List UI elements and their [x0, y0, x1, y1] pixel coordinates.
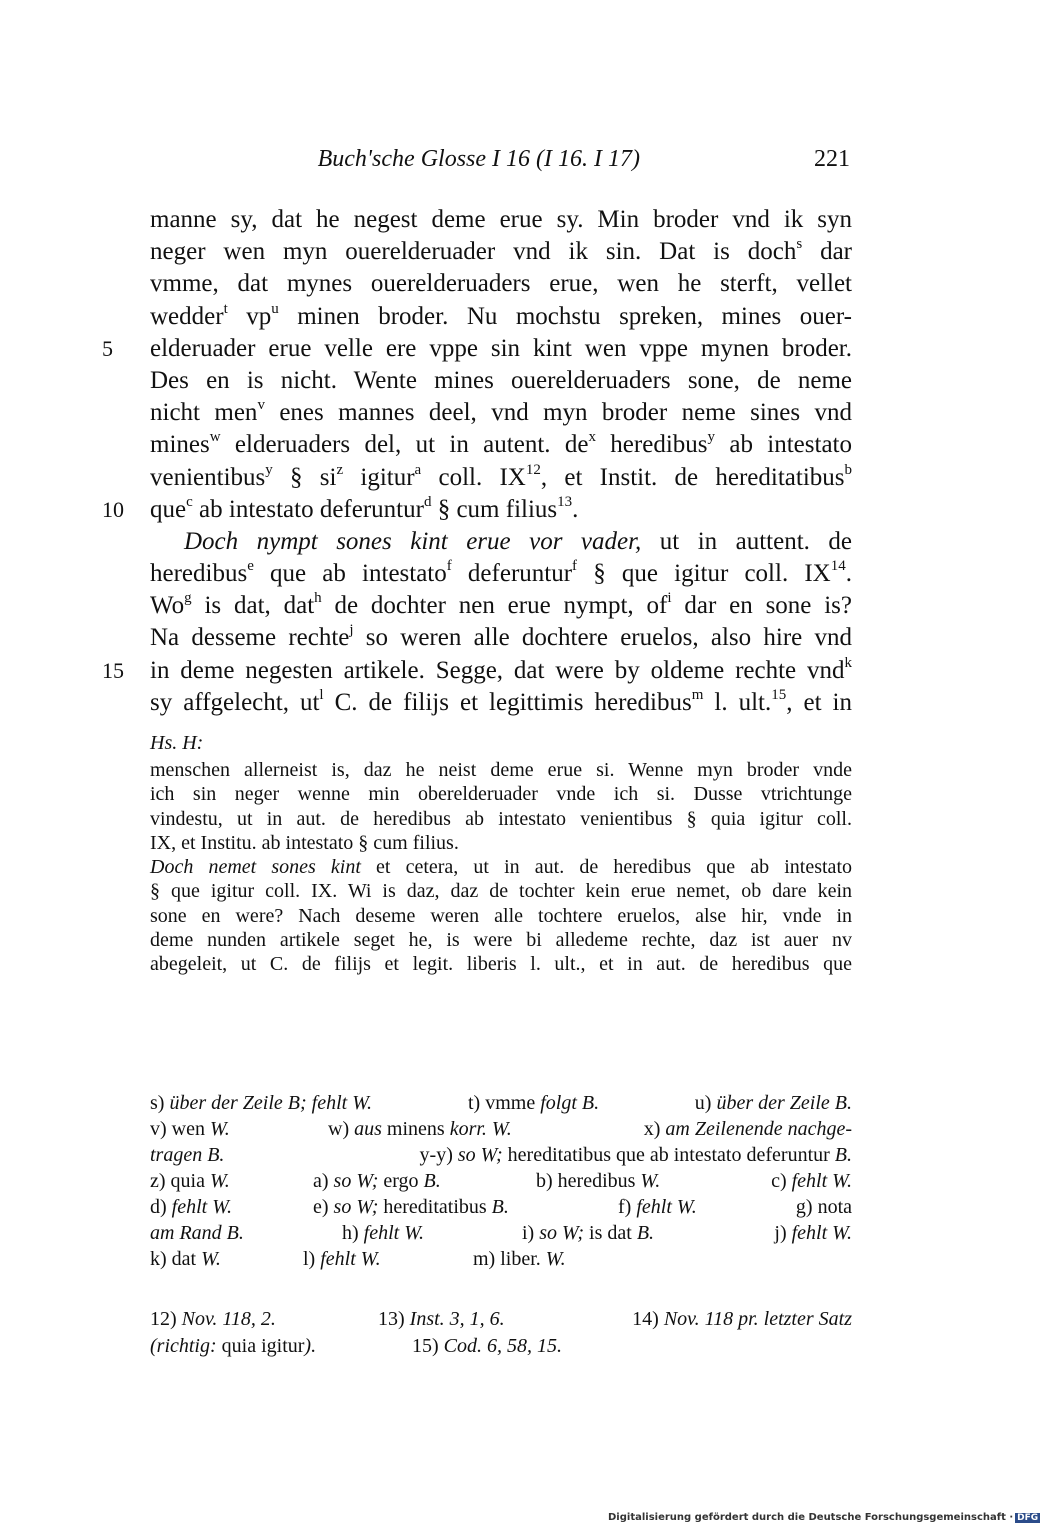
footnote: (richtig: quia igitur). — [150, 1335, 317, 1357]
source-footnotes — [150, 1306, 852, 1360]
text-line: sy affgelecht, $ut^l$ C. de filijs et legittimis heredibus$^m$ l. ult.$^{15}$, et in — [150, 686, 852, 716]
apparatus-note: j) fehlt W. — [774, 1222, 852, 1244]
variant-line: § que igitur coll. IX. Wi is daz, daz de tochter kein erue nemet, ob dare kein — [150, 880, 852, 903]
footnote: 12) Nov. 118, 2. — [150, 1308, 276, 1330]
apparatus-row — [150, 1220, 852, 1246]
apparatus-note: y-y) so W; hereditatibus que ab intestato deferuntur B. — [419, 1144, 852, 1166]
apparatus-row — [150, 1142, 852, 1168]
dfg-logo: DFG — [1017, 1513, 1039, 1523]
text-line: manne sy, dat he negest deme erue sy. Min broder vnd ik syn — [150, 206, 852, 233]
apparatus-note: s) über der Zeile B; fehlt W. — [150, 1092, 373, 1114]
apparatus-note: e) so W; hereditatibus B. — [313, 1196, 509, 1218]
apparatus-note: g) nota — [795, 1196, 852, 1218]
apparatus-note: k) dat W. — [150, 1248, 221, 1270]
text-line: 10 que$^c$ ab intestato deferuntur$^d$ § cum filius$^{13}$. — [150, 494, 852, 526]
apparatus-note: w) aus minens korr. W. — [328, 1118, 512, 1140]
line-number: 5 — [102, 335, 113, 361]
text-line: Des en is nicht. Wente mines ouerelderuaders sone, de neme — [150, 366, 852, 394]
apparatus-note: u) über der Zeile B. — [694, 1092, 852, 1114]
apparatus-note: v) wen W. — [150, 1118, 230, 1140]
variant-line: menschen allerneist is, daz he neist deme erue si. Wenne myn broder vnde — [150, 759, 852, 781]
text-line: Wo$^g$ is dat, dat$^h$ de dochter nen erue nympt, $of^i$ dar en sone is? — [150, 590, 853, 620]
apparatus-note: tragen B. — [150, 1144, 225, 1166]
apparatus-note: l) fehlt W. — [303, 1248, 381, 1270]
running-header — [150, 146, 850, 186]
manuscript-h-variant — [150, 728, 852, 977]
apparatus-note: h) fehlt W. — [342, 1222, 425, 1244]
text-line: neger wen myn ouerelderuader vnd ik sin. Dat is doch$^s$ dar — [150, 235, 852, 266]
text-line: heredibus$^e$ que ab intestato$^f$ deferuntur$^f$ § que igitur coll. IX$^{14}$. — [150, 557, 852, 588]
variant-line: IX, et Institu. ab intestato § cum filius. — [150, 831, 459, 854]
footnote-ref: 14 — [830, 557, 846, 574]
text-line: vmme, dat mynes ouerelderuaders erue, wen he sterft, vellet — [150, 270, 852, 298]
manuscript-label: Hs. H: — [150, 732, 204, 754]
apparatus-row — [150, 1116, 852, 1142]
apparatus-note: c) fehlt W. — [771, 1170, 852, 1192]
apparatus-note: b) heredibus W. — [536, 1170, 661, 1192]
apparatus-note: m) liber. W. — [473, 1248, 566, 1270]
variant-line: vindestu, ut in aut. de heredibus ab intestato venientibus § quia igitur coll. — [150, 807, 852, 830]
text-line: wedder$^t$ $vp^u$ minen broder. Nu mochstu spreken, mines ouer- — [150, 300, 853, 330]
apparatus-note: x) am Zeilenende nachge- — [643, 1118, 852, 1140]
variant-line: abegeleit, ut C. de filijs et legit. liberis l. ult., et in aut. de heredibus que — [150, 953, 852, 976]
text-line: venientibus$^y$ § $si^z$ igitur$^a$ coll. IX$^{12}$, et Instit. de hereditatibus$^b$ — [150, 461, 852, 491]
text-line: Doch nympt sones kint erue vor vader, ut in auttent. de — [184, 527, 852, 555]
apparatus-row — [150, 1246, 852, 1272]
variant-line: deme nunden artikele seget he, is were bi alledeme rechte, daz ist auer nv — [150, 929, 852, 952]
text-line: 5 elderuader erue velle ere vppe sin kint wen vppe mynen broder. — [150, 333, 852, 365]
apparatus-note: i) so W; is dat B. — [522, 1222, 655, 1244]
line-number: 15 — [102, 657, 124, 683]
text-line: mines$^w$ elderuaders del, ut in autent. $de^x$ heredibus$^y$ ab intestato — [150, 429, 852, 459]
line-number: 10 — [102, 496, 124, 522]
text-line: Na desseme rechte$^j$ so weren alle dochtere eruelos, also hire vnd — [150, 622, 852, 652]
footnote-row — [150, 1333, 852, 1360]
page-number: 221 — [814, 146, 850, 172]
running-title: Buch'sche Glosse I 16 (I 16. I 17) — [317, 146, 640, 172]
footnote-row — [150, 1306, 852, 1333]
footnote: 13) Inst. 3, 1, 6. — [378, 1308, 505, 1330]
apparatus-row — [150, 1090, 852, 1116]
apparatus-note: d) fehlt W. — [150, 1196, 233, 1218]
funding-notice: Digitalisierung gefördert durch die Deutsche Forschungsgemeinschaft · DFG — [608, 1512, 1039, 1523]
footnote-ref: 12 — [525, 461, 541, 478]
critical-apparatus — [150, 1090, 852, 1272]
apparatus-note: a) so W; ergo B. — [313, 1170, 441, 1192]
apparatus-row — [150, 1168, 852, 1194]
apparatus-note: f) fehlt W. — [618, 1196, 697, 1218]
apparatus-note: z) quia W. — [150, 1170, 230, 1192]
footnote-ref: 13 — [557, 493, 573, 510]
apparatus-row — [150, 1194, 852, 1220]
variant-line: Doch nemet sones kint et cetera, ut in aut. de heredibus que ab intestato — [150, 856, 852, 879]
text-line: nicht men$^v$ enes mannes deel, vnd myn broder neme sines vnd — [150, 396, 853, 427]
footnote: 15) Cod. 6, 58, 15. — [412, 1335, 563, 1357]
footnote-ref: 15 — [771, 686, 787, 703]
apparatus-note: t) vmme folgt B. — [468, 1092, 600, 1114]
apparatus-mark: s — [796, 235, 803, 252]
variant-line: sone en were? Nach deseme weren alle tochtere eruelos, alse hir, vnde in — [150, 904, 852, 927]
text-line: 15 in deme negesten artikele. Segge, dat were by oldeme rechte vnd$^k$ — [150, 655, 852, 687]
variant-line: ich sin neger wenne min oberelderuader vnde ich si. Dusse vtrichtunge — [150, 783, 852, 806]
footnote: 14) Nov. 118 pr. letzter Satz — [632, 1308, 852, 1330]
apparatus-note: am Rand B. — [150, 1222, 244, 1244]
main-text — [102, 204, 853, 719]
